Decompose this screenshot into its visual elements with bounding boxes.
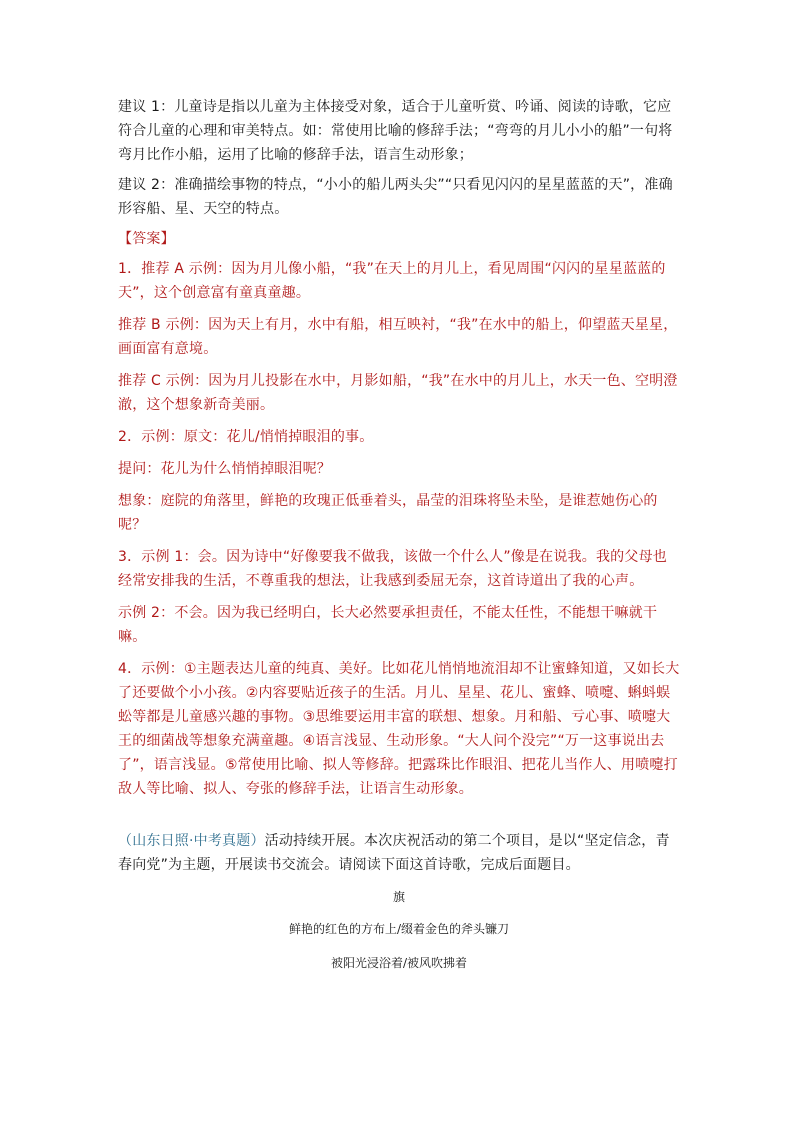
poem-line-2: 被阳光浸浴着/被风吹拂着 xyxy=(330,956,468,970)
suggestion-2: 建议 2：准确描绘事物的特点，“小小的船儿两头尖”“只看见闪闪的星星蓝蓝的天”，准确形容船、星、天空的特点。 xyxy=(118,177,673,217)
document-body xyxy=(118,95,680,973)
answer-3-example-2: 示例 2：不会。因为我已经明白，长大必然要承担责任，不能太任性，不能想干嘛就干嘛。 xyxy=(118,605,658,645)
question-source-tag: （山东日照·中考真题） xyxy=(118,833,265,849)
answer-2-question: 提问：花儿为什么悄悄掉眼泪呢？ xyxy=(118,461,331,477)
poem-title: 旗 xyxy=(392,890,405,904)
question-text: 活动持续开展。本次庆祝活动的第二个项目，是以“坚定信念，青春向党”为主题，开展读书交流会。请阅读下面这首诗歌，完成后面题目。 xyxy=(118,833,670,873)
poem-line-1: 鲜艳的红色的方布上/缀着金色的斧头镰刀 xyxy=(288,922,510,936)
answer-1-recommend-c: 推荐 C 示例：因为月儿投影在水中，月影如船，“我”在水中的月儿上，水天一色、空明澄澈，这个想象新奇美丽。 xyxy=(118,373,678,413)
answer-4-example: 4．示例：①主题表达儿童的纯真、美好。比如花儿悄悄地流泪却不让蜜蜂知道，又如长大了还要做个小小孩。②内容要贴近孩子的生活。月儿、星星、花儿、蜜蜂、喷嚏、蝌蚪蜈蚣等都是儿童感兴趣的事物。③思维要运用丰富的联想、想象。月和船、亏心事、喷嚏大王的细菌战等想象充满童趣。④语言浅显、生动形象。“大人问个没完”“万一这事说出去了”，语言浅显。⑤常使用比喻、拟人等修辞。把露珠比作眼泪、把花儿当作人、用喷嚏打敌人等比喻、拟人、夸张的修辞手法，让语言生动形象。 xyxy=(118,661,680,797)
answer-2-imagination: 想象：庭院的角落里，鲜艳的玫瑰正低垂着头，晶莹的泪珠将坠未坠，是谁惹她伤心的呢？ xyxy=(118,493,658,533)
suggestion-1: 建议 1：儿童诗是指以儿童为主体接受对象，适合于儿童听赏、吟诵、阅读的诗歌，它应符合儿童的心理和审美特点。如：常使用比喻的修辞手法；“弯弯的月儿小小的船”一句将弯月比作小船，运用了比喻的修辞手法，语言生动形象； xyxy=(118,99,673,163)
answer-1-recommend-a: 1．推荐 A 示例：因为月儿像小船，“我”在天上的月儿上，看见周围“闪闪的星星蓝蓝的天”，这个创意富有童真童趣。 xyxy=(118,261,666,301)
answer-2-original: 2．示例：原文：花儿/悄悄掉眼泪的事。 xyxy=(118,429,374,445)
answer-3-example-1: 3．示例 1：会。因为诗中“好像要我不做我，该做一个什么人”像是在说我。我的父母也经常安排我的生活，不尊重我的想法，让我感到委屈无奈，这首诗道出了我的心声。 xyxy=(118,549,667,589)
question-prompt xyxy=(118,829,680,877)
answer-heading: 【答案】 xyxy=(118,231,175,247)
answer-1-recommend-b: 推荐 B 示例：因为天上有月，水中有船，相互映衬，“我”在水中的船上，仰望蓝天星星，画面富有意境。 xyxy=(118,317,678,357)
